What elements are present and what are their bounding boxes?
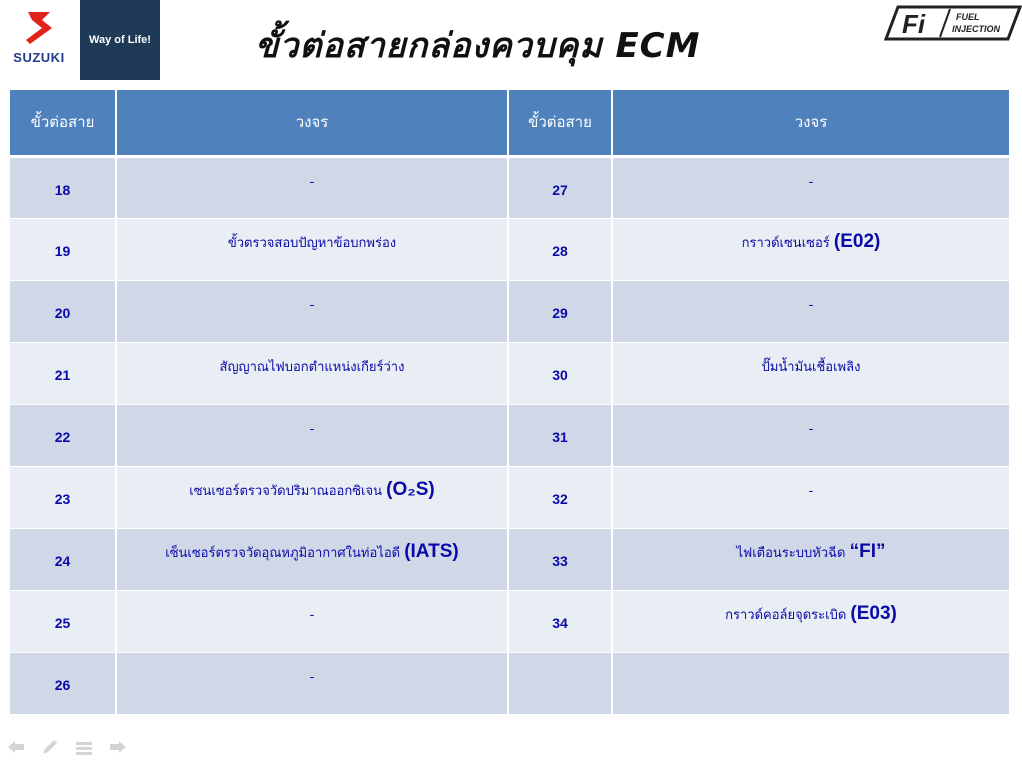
circuit-text: - [309, 174, 315, 190]
suzuki-logo [0, 0, 78, 80]
circuit-text: เซนเซอร์ตรวจวัดปริมาณออกซิเจน [189, 484, 387, 499]
table-row [10, 342, 1010, 404]
circuit-text: สัญญาณไฟบอกตำแหน่งเกียร์ว่าง [219, 360, 405, 375]
slide-navigation [6, 738, 128, 758]
circuit-text: กราวด์เซนเซอร์ [741, 236, 834, 251]
circuit-text: กราวด์คอล์ยจุดระเบิด [725, 608, 851, 623]
pin-number-right: 33 [508, 528, 612, 590]
pin-number-right: 34 [508, 590, 612, 652]
circuit-desc-left [116, 652, 508, 714]
circuit-text: - [808, 298, 814, 313]
pin-number-left: 24 [10, 528, 116, 590]
table-header-row [10, 90, 1010, 156]
pin-number-right: 31 [508, 404, 612, 466]
suzuki-brand-text: SUZUKI [13, 50, 65, 65]
suzuki-s-icon [22, 8, 56, 48]
header-pin-right: ขั้วต่อสาย [508, 90, 612, 156]
table-row [10, 590, 1010, 652]
circuit-desc-left [116, 218, 508, 280]
circuit-desc-right [612, 652, 1010, 714]
pin-number-left: 18 [10, 156, 116, 218]
circuit-desc-right [612, 156, 1010, 218]
table-row [10, 652, 1010, 714]
pin-number-right: 30 [508, 342, 612, 404]
circuit-code: “FI” [849, 541, 886, 562]
pin-number-right: 29 [508, 280, 612, 342]
circuit-code: (O₂S) [386, 479, 435, 500]
circuit-text: - [309, 298, 315, 313]
circuit-code: (E02) [833, 231, 881, 252]
pin-number-left: 20 [10, 280, 116, 342]
pin-number-right [508, 652, 612, 714]
circuit-desc-right [612, 528, 1010, 590]
page-title: ขั้วต่อสายกล่องควบคุม ECM [255, 26, 701, 66]
circuit-desc-left [116, 280, 508, 342]
header-circuit-right: วงจร [612, 90, 1010, 156]
circuit-desc-right [612, 280, 1010, 342]
menu-icon[interactable] [74, 738, 94, 756]
pin-number-left: 26 [10, 652, 116, 714]
fuel-injection-logo [884, 5, 1022, 41]
circuit-desc-left [116, 342, 508, 404]
circuit-text: - [309, 422, 315, 437]
circuit-desc-right [612, 404, 1010, 466]
pin-number-left: 21 [10, 342, 116, 404]
circuit-desc-left [116, 590, 508, 652]
pen-icon[interactable] [40, 738, 60, 756]
circuit-text: - [808, 484, 814, 499]
pin-number-right: 32 [508, 466, 612, 528]
circuit-code: (E03) [850, 603, 897, 624]
table-row [10, 280, 1010, 342]
pin-number-left: 23 [10, 466, 116, 528]
circuit-text: - [309, 608, 315, 623]
way-of-life-badge [80, 0, 160, 80]
fi-mark-text: Fi [902, 9, 926, 39]
circuit-text: - [808, 422, 814, 437]
fi-text-line2: INJECTION [952, 24, 1001, 34]
table-row [10, 404, 1010, 466]
circuit-text: เซ็นเซอร์ตรวจวัดอุณหภูมิอากาศในท่อไอดี [165, 546, 405, 561]
pin-number-right: 27 [508, 156, 612, 218]
circuit-desc-right [612, 590, 1010, 652]
pin-number-left: 19 [10, 218, 116, 280]
fi-text-line1: FUEL [956, 12, 980, 22]
circuit-text: - [309, 670, 315, 685]
circuit-code: (IATS) [404, 541, 459, 562]
header-pin-left: ขั้วต่อสาย [10, 90, 116, 156]
pin-number-right: 28 [508, 218, 612, 280]
circuit-desc-left [116, 528, 508, 590]
circuit-desc-right [612, 218, 1010, 280]
circuit-desc-right [612, 466, 1010, 528]
table-row [10, 218, 1010, 280]
pin-number-left: 22 [10, 404, 116, 466]
circuit-desc-left [116, 404, 508, 466]
ecm-pin-table [10, 90, 1011, 715]
tagline-text: Way of Life! [89, 34, 151, 46]
table-row [10, 528, 1010, 590]
circuit-text: ขั้วตรวจสอบปัญหาข้อบกพร่อง [227, 236, 397, 251]
header-circuit-left: วงจร [116, 90, 508, 156]
circuit-desc-left [116, 466, 508, 528]
table-row [10, 466, 1010, 528]
arrow-right-icon[interactable] [108, 738, 128, 756]
circuit-text: - [808, 174, 814, 190]
circuit-text: ไฟเตือนระบบหัวฉีด [736, 546, 850, 561]
table-row [10, 156, 1010, 218]
arrow-left-icon[interactable] [6, 738, 26, 756]
circuit-desc-left [116, 156, 508, 218]
circuit-desc-right [612, 342, 1010, 404]
circuit-text: ปั๊มน้ำมันเชื้อเพลิง [761, 360, 861, 375]
pin-number-left: 25 [10, 590, 116, 652]
